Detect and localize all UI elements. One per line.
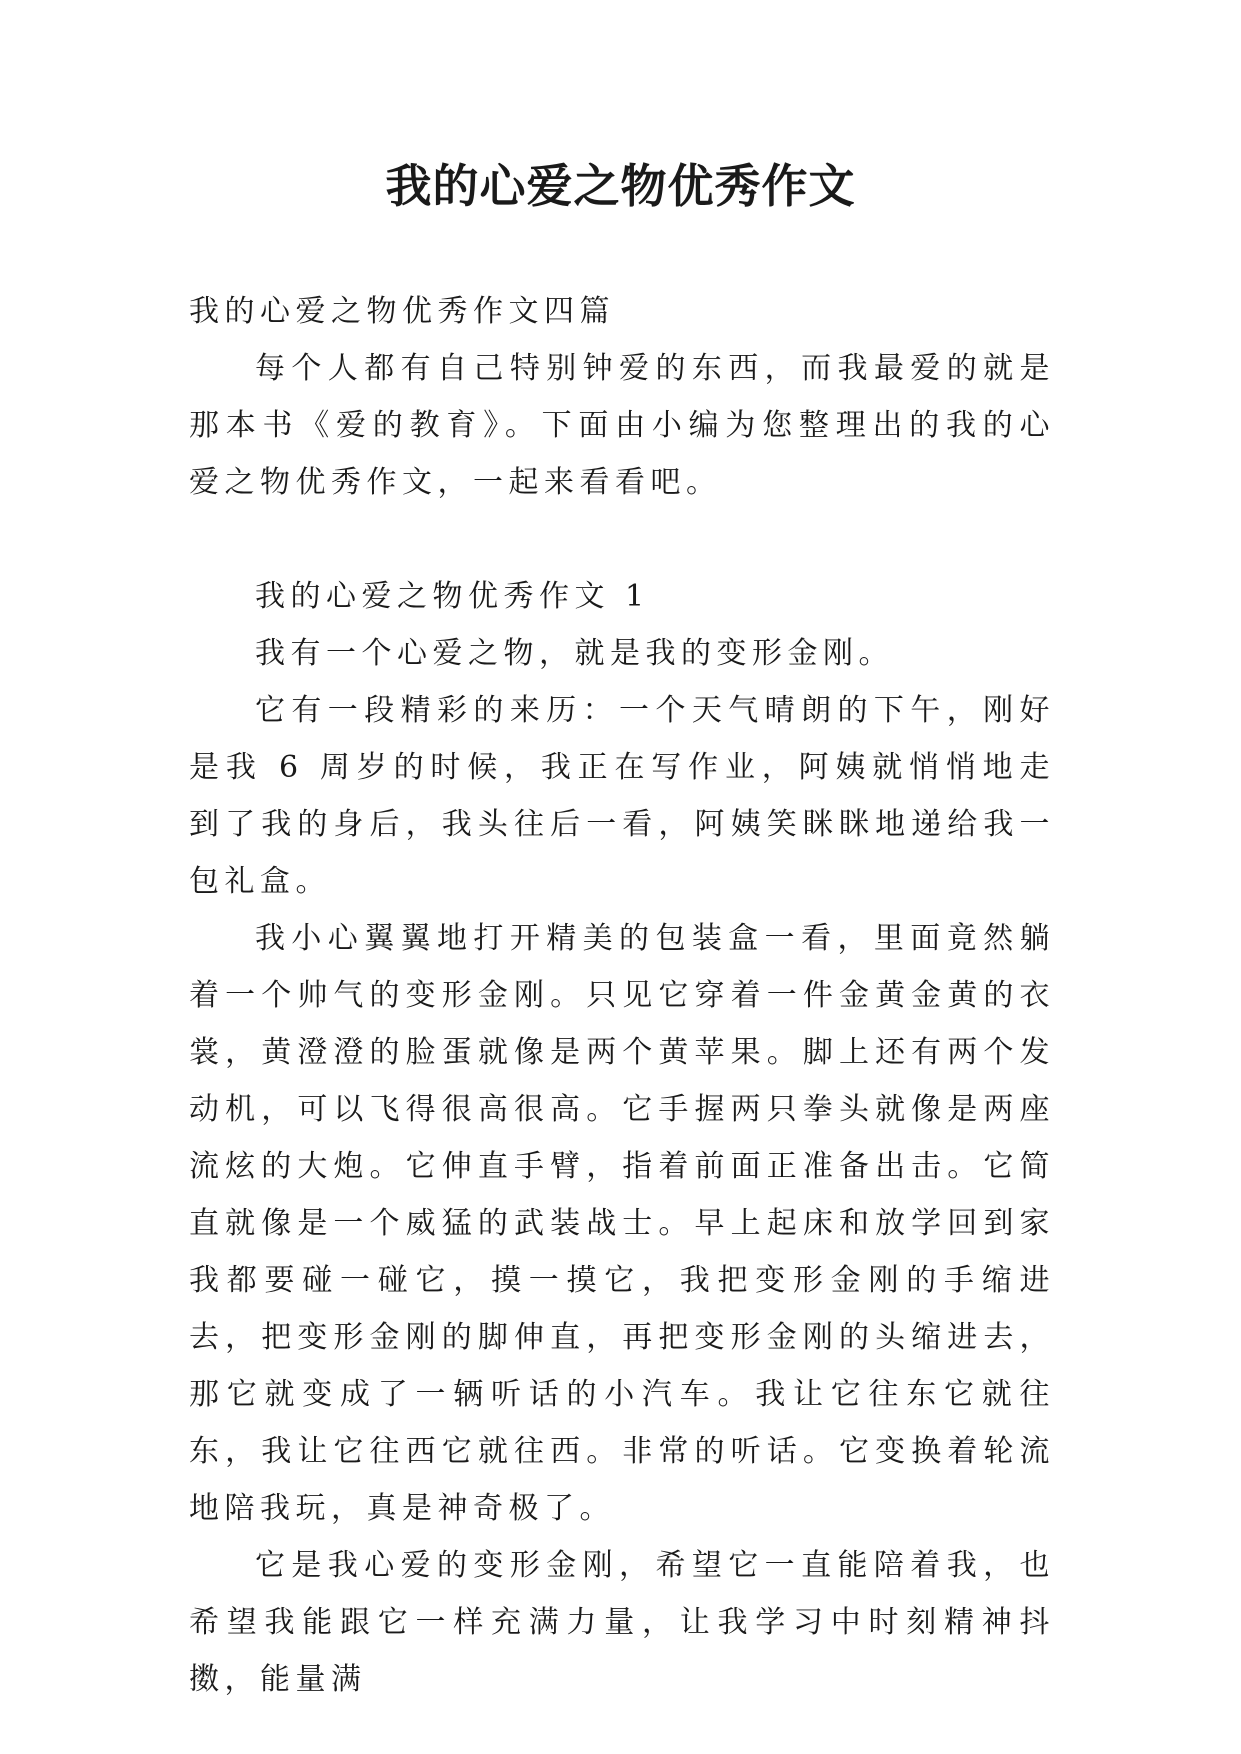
- subtitle-paragraph: 我的心爱之物优秀作文四篇: [189, 294, 615, 329]
- intro-paragraph: 每个人都有自己特别钟爱的东西，而我最爱的就是那本书《爱的教育》。下面由小编为您整理出的我的心爱之物优秀作文，一起来看看吧。: [189, 351, 1055, 500]
- body-paragraph: 我有一个心爱之物，就是我的变形金刚。: [255, 636, 894, 671]
- body-paragraph: 它是我心爱的变形金刚，希望它一直能陪着我，也希望我能跟它一样充满力量，让我学习中时刻精神抖擞，能量满: [189, 1548, 1055, 1697]
- document-title: 我的心爱之物优秀作文: [385, 159, 856, 213]
- body-paragraph: 它有一段精彩的来历：一个天气晴朗的下午，刚好是我 6 周岁的时候，我正在写作业，阿姨就悄悄地走到了我的身后，我头往后一看，阿姨笑眯眯地递给我一包礼盒。: [189, 693, 1055, 899]
- body-paragraph: 我小心翼翼地打开精美的包装盒一看，里面竟然躺着一个帅气的变形金刚。只见它穿着一件金黄金黄的衣裳，黄澄澄的脸蛋就像是两个黄苹果。脚上还有两个发动机，可以飞得很高很高。它手握两只拳头就像是两座流炫的大炮。它伸直手臂，指着前面正准备出击。它简直就像是一个威猛的武装战士。早上起床和放学回到家我都要碰一碰它，摸一摸它，我把变形金刚的手缩进去，把变形金刚的脚伸直，再把变形金刚的头缩进去，那它就变成了一辆听话的小汽车。我让它往东它就往东，我让它往西它就往西。非常的听话。它变换着轮流地陪我玩，真是神奇极了。: [189, 921, 1055, 1526]
- essay-heading: 我的心爱之物优秀作文 1: [255, 579, 650, 614]
- document-body: [189, 283, 1055, 1708]
